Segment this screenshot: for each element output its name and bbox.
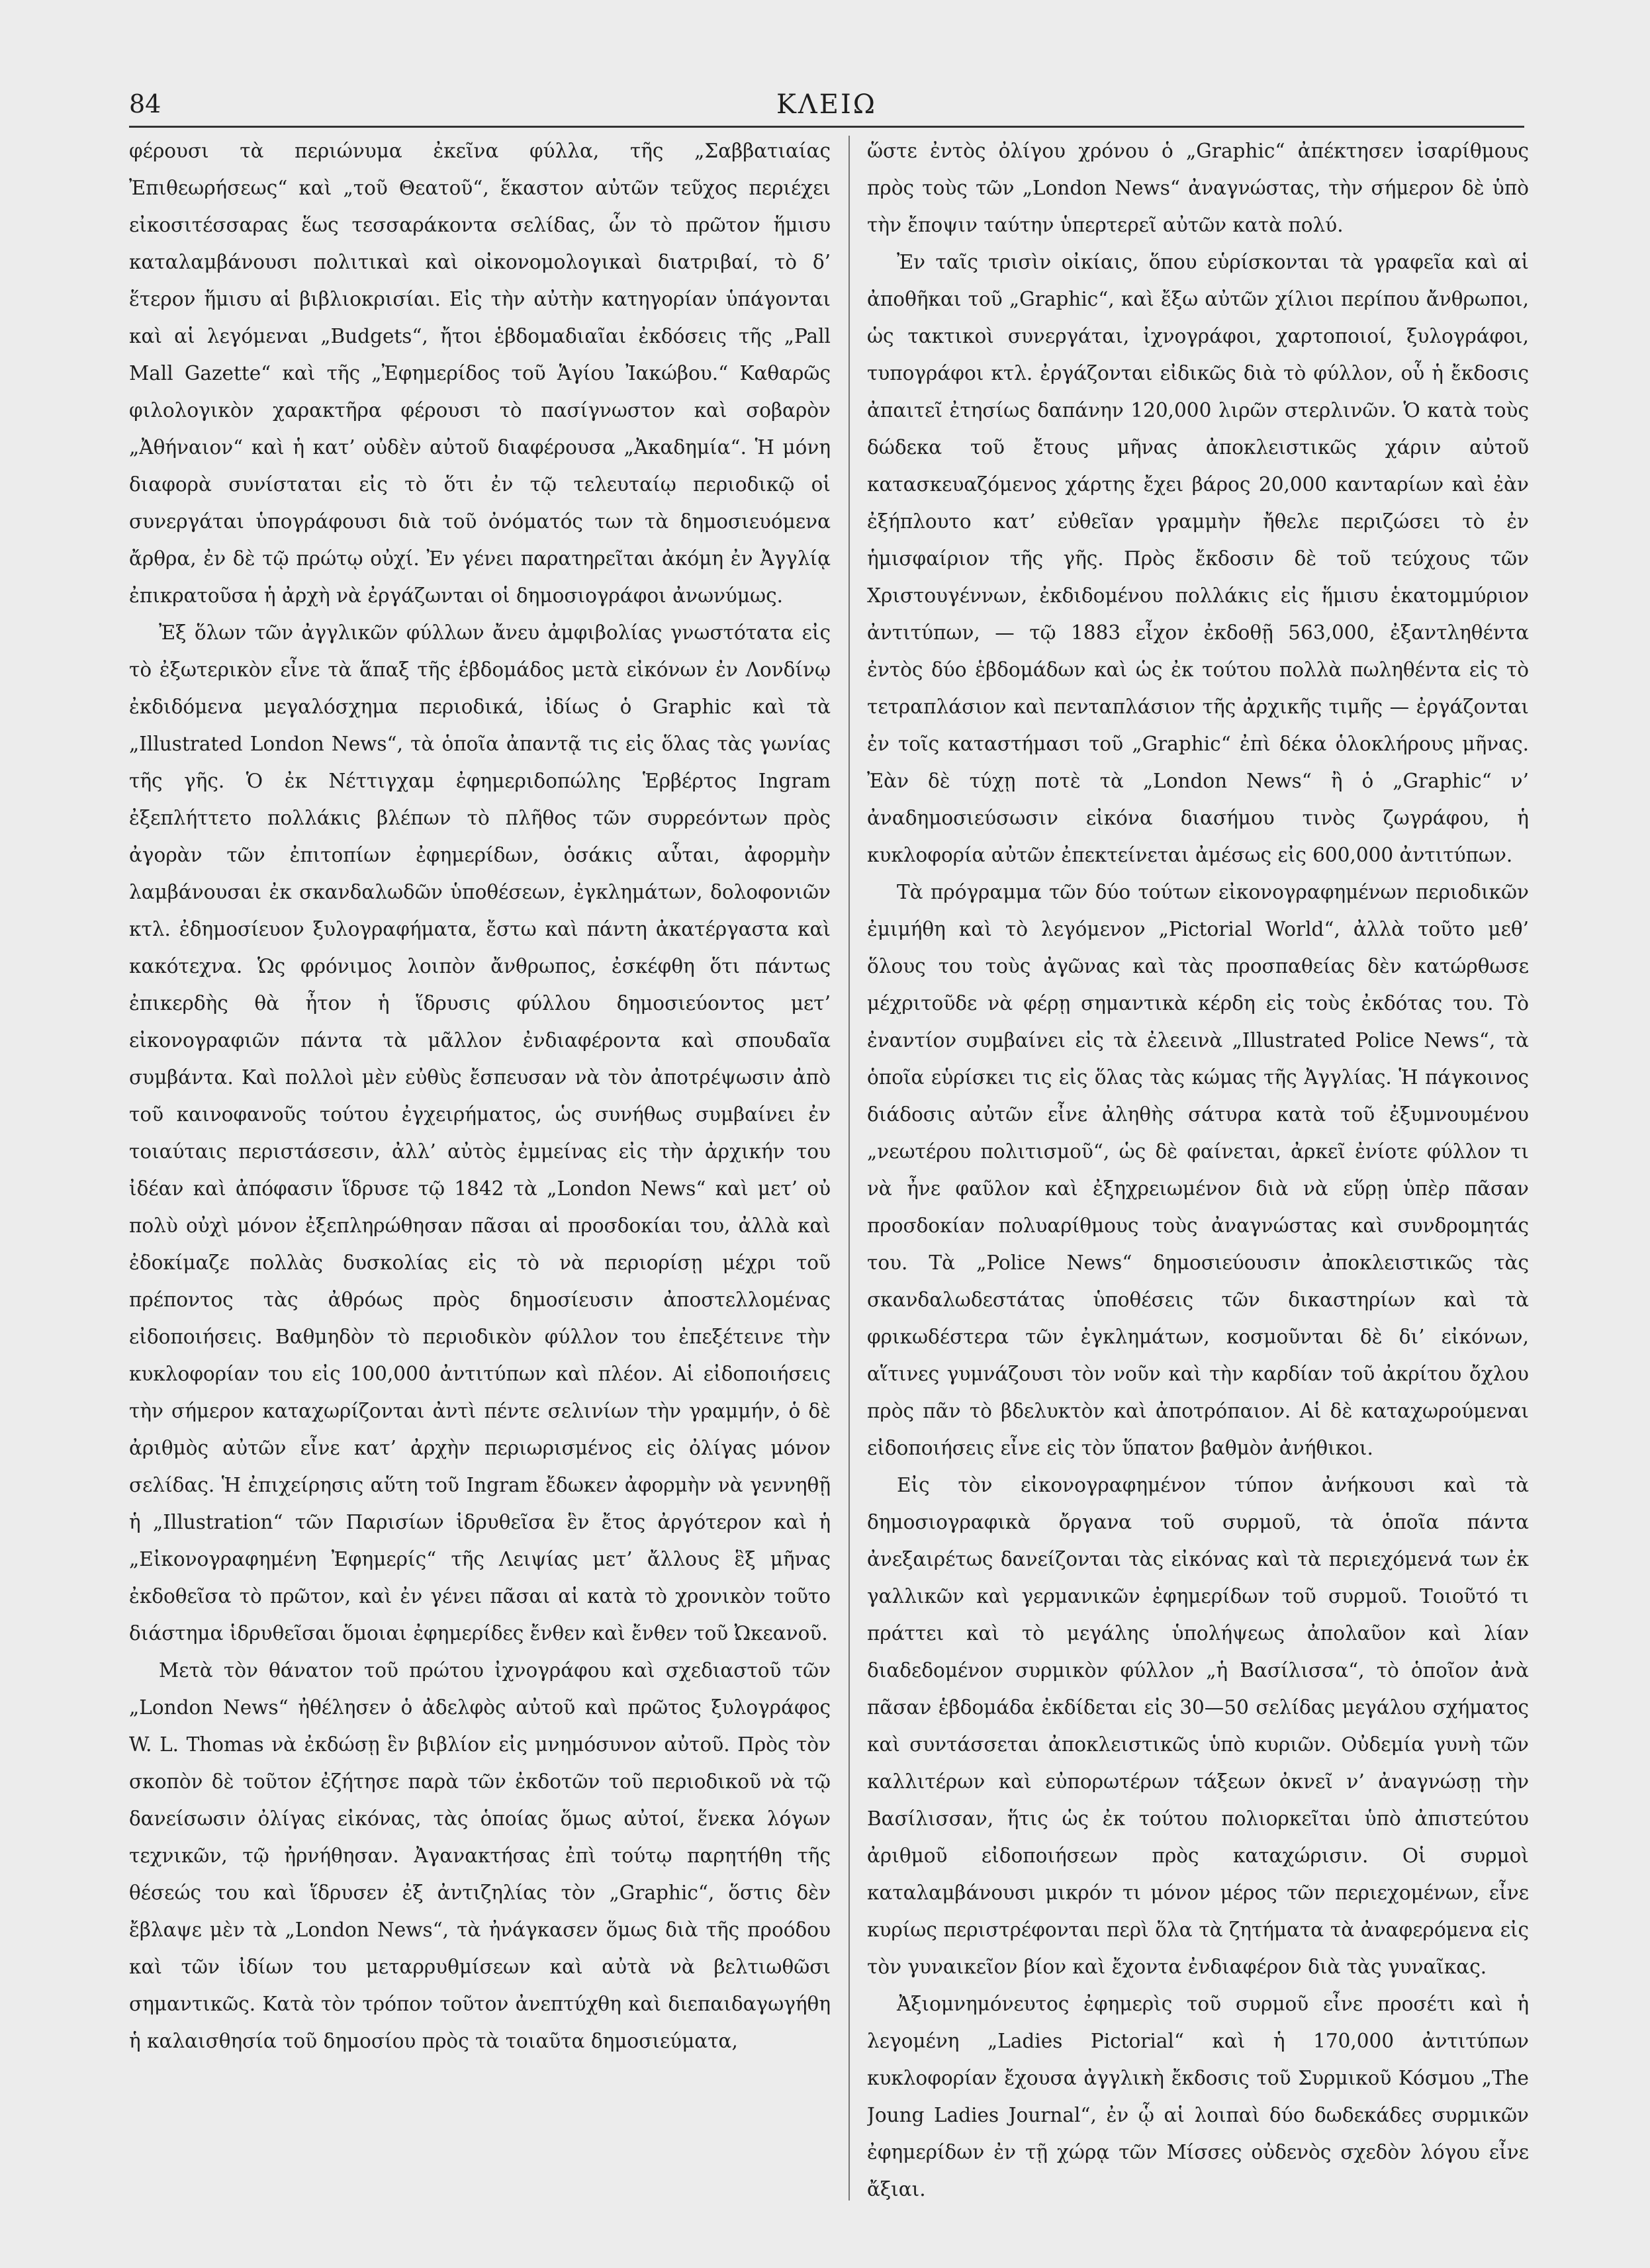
paragraph: Ἐξ ὅλων τῶν ἀγγλικῶν φύλλων ἄνευ ἀμφιβολίας γνωστότατα εἰς τὸ ἐξωτερικὸν εἶνε τὰ ἅπαξ τῆς ἑβδομάδος μετὰ εἰκόνων ἐν Λονδίνῳ ἐκδιδόμενα μεγαλόσχημα περιοδικά, ἰδίως ὁ Graphic καὶ τὰ „Illustrated London News“, τὰ ὁποῖα ἀπαντᾷ τις εἰς ὅλας τὰς γωνίας τῆς γῆς. Ὁ ἐκ Νέττιγχαμ ἐφημεριδοπώλης Ἑρβέρτος Ingram ἐξεπλήττετο πολλάκις βλέπων τὸ πλῆθος τῶν συρρεόντων πρὸς ἀγορὰν τῶν ἐπιτοπίων ἐφημερίδων, ὁσάκις αὗται, ἀφορμὴν λαμβάνουσαι ἐκ σκανδαλωδῶν ὑποθέσεων, ἐγκλημάτων, δολοφονιῶν κτλ. ἐδημοσίευον ξυλογραφήματα, ἔστω καὶ πάντη ἀκατέργαστα καὶ κακότεχνα. Ὡς φρόνιμος λοιπὸν ἄνθρωπος, ἐσκέφθη ὅτι πάντως ἐπικερδὴς θὰ ἦτον ἡ ἵδρυσις φύλλου δημοσιεύοντος μετ’ εἰκονογραφιῶν πάντα τὰ μᾶλλον ἐνδιαφέροντα καὶ σπουδαῖα συμβάντα. Καὶ πολλοὶ μὲν εὐθὺς ἔσπευσαν νὰ τὸν ἀποτρέψωσιν ἀπὸ τοῦ καινοφανοῦς τούτου ἐγχειρήματος, ὡς συνήθως συμβαίνει ἐν τοιαύταις περιστάσεσιν, ἀλλ’ αὐτὸς ἐμμείνας εἰς τὴν ἀρχικήν του ἰδέαν καὶ ἀπόφασιν ἵδρυσε τῷ 1842 τὰ „London News“ καὶ μετ’ οὐ πολὺ οὐχὶ μόνον ἐξεπληρώθησαν πᾶσαι αἱ προσδοκίαι του, ἀλλὰ καὶ ἐδοκίμαζε πολλὰς δυσκολίας εἰς τὸ νὰ περιορίσῃ μέχρι τοῦ πρέποντος τὰς ἀθρόως πρὸς δημοσίευσιν ἀποστελλομένας εἰδοποιήσεις. Βαθμηδὸν τὸ περιοδικὸν φύλλον του ἐπεξέτεινε τὴν κυκλοφορίαν του εἰς 100,000 ἀντιτύπων καὶ πλέον. Αἱ εἰδοποιήσεις τὴν σήμερον καταχωρίζονται ἀντὶ πέντε σελινίων τὴν γραμμήν, ὁ δὲ ἀριθμὸς αὐτῶν εἶνε κατ’ ἀρχὴν περιωρισμένος εἰς ὀλίγας μόνον σελίδας. Ἡ ἐπιχείρησις αὕτη τοῦ Ingram ἔδωκεν ἀφορμὴν νὰ γεννηθῇ ἡ „Illustration“ τῶν Παρισίων ἱδρυθεῖσα ἓν ἔτος ἀργότερον καὶ ἡ „Εἰκονογραφημένη Ἐφημερίς“ τῆς Λειψίας μετ’ ἄλλους ἓξ μῆνας ἐκδοθεῖσα τὸ πρῶτον, καὶ ἐν γένει πᾶσαι αἱ κατὰ τὸ χρονικὸν τοῦτο διάστημα ἱδρυθεῖσαι ὅμοιαι ἐφημερίδες ἔνθεν καὶ ἔνθεν τοῦ Ὠκεανοῦ. [129, 621, 831, 1645]
paragraph: Ἀξιομνημόνευτος ἐφημερὶς τοῦ συρμοῦ εἶνε προσέτι καὶ ἡ λεγομένη „Ladies Pictorial“ καὶ ἡ 170,000 ἀντιτύπων κυκλοφορίαν ἔχουσα ἀγγλικὴ ἔκδοσις τοῦ Συρμικοῦ Κόσμου „The Joung Ladies Journal“, ἐν ᾧ αἱ λοιπαὶ δύο δωδεκάδες συρμικῶν ἐφημερίδων ἐν τῇ χώρᾳ τῶν Μίσσες οὐδενὸς σχεδὸν λόγου εἶνε ἄξιαι. [867, 1993, 1529, 2200]
paragraph: Μετὰ τὸν θάνατον τοῦ πρώτου ἰχνογράφου καὶ σχεδιαστοῦ τῶν „London News“ ἠθέλησεν ὁ ἀδελφὸς αὐτοῦ καὶ πρῶτος ξυλογράφος W. L. Thomas νὰ ἐκδώσῃ ἓν βιβλίον εἰς μνημόσυνον αὐτοῦ. Πρὸς τὸν σκοπὸν δὲ τοῦτον ἐζήτησε παρὰ τῶν ἐκδοτῶν τοῦ περιοδικοῦ νὰ τῷ δανείσωσιν ὀλίγας εἰκόνας, τὰς ὁποίας ὅμως αὐτοί, ἕνεκα λόγων τεχνικῶν, τῷ ἠρνήθησαν. Ἀγανακτήσας ἐπὶ τούτῳ παρητήθη τῆς θέσεώς του καὶ ἵδρυσεν ἐξ ἀντιζηλίας τὸν „Graphic“, ὅστις δὲν ἔβλαψε μὲν τὰ „London News“, τὰ ἠνάγκασεν ὅμως διὰ τῆς προόδου καὶ τῶν ἰδίων του μεταρρυθμίσεων καὶ αὐτὰ νὰ βελτιωθῶσι σημαντικῶς. Κατὰ τὸν τρόπον τοῦτον ἀνεπτύχθη καὶ διεπαιδαγωγήθη ἡ καλαισθησία τοῦ δημοσίου πρὸς τὰ τοιαῦτα δημοσιεύματα, [129, 1659, 831, 2052]
page-number: 84 [129, 89, 161, 118]
running-head [129, 89, 1524, 128]
paragraph: Τὰ πρόγραμμα τῶν δύο τούτων εἰκονογραφημένων περιοδικῶν ἐμιμήθη καὶ τὸ λεγόμενον „Pictorial World“, ἀλλὰ τοῦτο μεθ’ ὅλους του τοὺς ἀγῶνας καὶ τὰς προσπαθείας δὲν κατώρθωσε μέχριτοῦδε νὰ φέρῃ σημαντικὰ κέρδη εἰς τοὺς ἐκδότας του. Τὸ ἐναντίον συμβαίνει εἰς τὰ ἐλεεινὰ „Illustrated Police News“, τὰ ὁποῖα εὑρίσκει τις εἰς ὅλας τὰς κώμας τῆς Ἀγγλίας. Ἡ πάγκοινος διάδοσις αὐτῶν εἶνε ἀληθὴς σάτυρα κατὰ τοῦ ἐξυμνουμένου „νεωτέρου πολιτισμοῦ“, ὡς δὲ φαίνεται, ἀρκεῖ ἐνίοτε φύλλον τι νὰ ἦνε φαῦλον καὶ ἐξηχρειωμένον διὰ νὰ εὕρῃ ὑπὲρ πᾶσαν προσδοκίαν πολυαρίθμους τοὺς ἀναγνώστας καὶ συνδρομητάς του. Τὰ „Police News“ δημοσιεύουσιν ἀποκλειστικῶς τὰς σκανδαλωδεστάτας ὑποθέσεις τῶν δικαστηρίων καὶ τὰ φρικωδέστερα τῶν ἐγκλημάτων, κοσμοῦνται δὲ δι’ εἰκόνων, αἵτινες γυμνάζουσι τὸν νοῦν καὶ τὴν καρδίαν τοῦ ἀκρίτου ὄχλου πρὸς πᾶν τὸ βδελυκτὸν καὶ ἀποτρόπαιον. Αἱ δὲ καταχωρούμεναι εἰδοποιήσεις εἶνε εἰς τὸν ὕπατον βαθμὸν ἀνήθικοι. [867, 881, 1529, 1459]
right-column [867, 132, 1529, 2224]
running-title: ΚΛΕΙΩ [776, 89, 877, 120]
column-divider [848, 136, 850, 2200]
paragraph: φέρουσι τὰ περιώνυμα ἐκεῖνα φύλλα, τῆς „Σαββατιαίας Ἐπιθεωρήσεως“ καὶ „τοῦ Θεατοῦ“, ἕκαστον αὐτῶν τεῦχος περιέχει εἰκοσιτέσσαρας ἕως τεσσαράκοντα σελίδας, ὧν τὸ πρῶτον ἥμισυ καταλαμβάνουσι πολιτικαὶ καὶ οἰκονομολογικαὶ διατριβαί, τὸ δ’ ἕτερον ἥμισυ αἱ βιβλιοκρισίαι. Εἰς τὴν αὐτὴν κατηγορίαν ὑπάγονται καὶ αἱ λεγόμεναι „Budgets“, ἤτοι ἑβδομαδιαῖαι ἐκδόσεις τῆς „Pall Mall Gazette“ καὶ τῆς „Ἐφημερίδος τοῦ Ἁγίου Ἰακώβου.“ Καθαρῶς φιλολογικὸν χαρακτῆρα φέρουσι τὸ πασίγνωστον καὶ σοβαρὸν „Ἀθήναιον“ καὶ ἡ κατ’ οὐδὲν αὐτοῦ διαφέρουσα „Ἀκαδημία“. Ἡ μόνη διαφορὰ συνίσταται εἰς τὸ ὅτι ἐν τῷ τελευταίῳ περιοδικῷ οἱ συνεργάται ὑπογράφουσι διὰ τοῦ ὀνόματός των τὰ δημοσιευόμενα ἄρθρα, ἐν δὲ τῷ πρώτῳ οὐχί. Ἐν γένει παρατηρεῖται ἀκόμη ἐν Ἀγγλίᾳ ἐπικρατοῦσα ἡ ἀρχὴ νὰ ἐργάζωνται οἱ δημοσιογράφοι ἀνωνύμως. [129, 140, 831, 607]
paragraph: Ἐν ταῖς τρισὶν οἰκίαις, ὅπου εὑρίσκονται τὰ γραφεῖα καὶ αἱ ἀποθῆκαι τοῦ „Graphic“, καὶ ἔξω αὐτῶν χίλιοι περίπου ἄνθρωποι, ὡς τακτικοὶ συνεργάται, ἰχνογράφοι, χαρτοποιοί, ξυλογράφοι, τυπογράφοι κτλ. ἐργάζονται εἰδικῶς διὰ τὸ φύλλον, οὗ ἡ ἔκδοσις ἀπαιτεῖ ἐτησίως δαπάνην 120,000 λιρῶν στερλινῶν. Ὁ κατὰ τοὺς δώδεκα τοῦ ἔτους μῆνας ἀποκλειστικῶς χάριν αὐτοῦ κατασκευαζόμενος χάρτης ἔχει βάρος 20,000 κανταρίων καὶ ἐὰν ἐξήπλουτο κατ’ εὐθεῖαν γραμμὴν ἤθελε περιζώσει τὸ ἐν ἡμισφαίριον τῆς γῆς. Πρὸς ἔκδοσιν δὲ τοῦ τεύχους τῶν Χριστουγέννων, ἐκδιδομένου πολλάκις εἰς ἥμισυ ἑκατομμύριον ἀντιτύπων, — τῷ 1883 εἶχον ἐκδοθῇ 563,000, ἐξαντληθέντα ἐντὸς δύο ἑβδομάδων καὶ ὡς ἐκ τούτου πολλὰ πωληθέντα εἰς τὸ τετραπλάσιον καὶ πενταπλάσιον τῆς ἀρχικῆς τιμῆς — ἐργάζονται ἐν τοῖς καταστήμασι τοῦ „Graphic“ ἐπὶ δέκα ὁλοκλήρους μῆνας. Ἐὰν δὲ τύχῃ ποτὲ τὰ „London News“ ἢ ὁ „Graphic“ ν’ ἀναδημοσιεύσωσιν εἰκόνα διασήμου τινὸς ζωγράφου, ἡ κυκλοφορία αὐτῶν ἐπεκτείνεται ἀμέσως εἰς 600,000 ἀντιτύπων. [867, 251, 1529, 866]
paragraph: ὥστε ἐντὸς ὀλίγου χρόνου ὁ „Graphic“ ἀπέκτησεν ἰσαρίθμους πρὸς τοὺς τῶν „London News“ ἀναγνώστας, τὴν σήμερον δὲ ὑπὸ τὴν ἔποψιν ταύτην ὑπερτερεῖ αὐτῶν κατὰ πολύ. [867, 140, 1529, 236]
left-column [129, 132, 831, 2224]
paragraph: Εἰς τὸν εἰκονογραφημένον τύπον ἀνήκουσι καὶ τὰ δημοσιογραφικὰ ὄργανα τοῦ συρμοῦ, τὰ ὁποῖα πάντα ἀνεξαιρέτως δανείζονται τὰς εἰκόνας καὶ τὰ περιεχόμενά των ἐκ γαλλικῶν καὶ γερμανικῶν ἐφημερίδων τοῦ συρμοῦ. Τοιοῦτό τι πράττει καὶ τὸ μεγάλης ὑπολήψεως ἀπολαῦον καὶ λίαν διαδεδομένον συρμικὸν φύλλον „ἡ Βασίλισσα“, τὸ ὁποῖον ἀνὰ πᾶσαν ἑβδομάδα ἐκδίδεται εἰς 30—50 σελίδας μεγάλου σχήματος καὶ συντάσσεται ἀποκλειστικῶς ὑπὸ κυριῶν. Οὐδεμία γυνὴ τῶν καλλιτέρων καὶ εὐπορωτέρων τάξεων ὀκνεῖ ν’ ἀναγνώσῃ τὴν Βασίλισσαν, ἥτις ὡς ἐκ τούτου πολιορκεῖται ὑπὸ ἀπιστεύτου ἀριθμοῦ εἰδοποιήσεων πρὸς καταχώρισιν. Οἱ συρμοὶ καταλαμβάνουσι μικρόν τι μόνον μέρος τῶν περιεχομένων, εἶνε κυρίως περιστρέφονται περὶ ὅλα τὰ ζητήματα τὰ ἀναφερόμενα εἰς τὸν γυναικεῖον βίον καὶ ἔχοντα ἐνδιαφέρον διὰ τὰς γυναῖκας. [867, 1474, 1529, 1978]
